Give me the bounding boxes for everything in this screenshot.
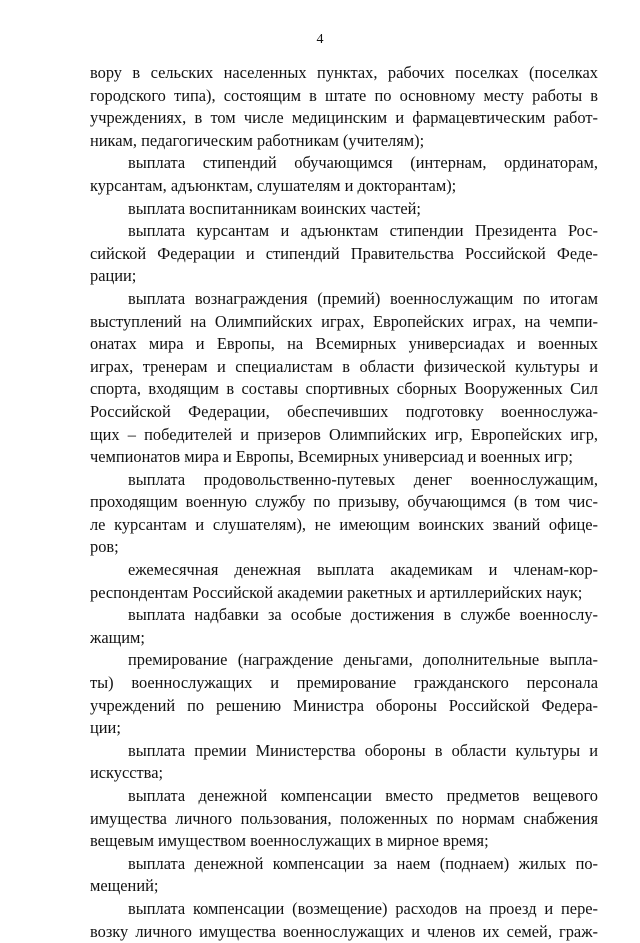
text-line: выплата вознаграждения (премий) военнослужащим по итогам	[128, 288, 598, 308]
text-line: выплата продовольственно-путевых денег военнослужащим,	[128, 469, 598, 489]
text-line: чемпионатов мира и Европы, Всемирных универсиад и военных игр;	[90, 447, 573, 467]
text-line: жащим;	[90, 627, 145, 647]
text-line: выплата надбавки за особые достижения в службе военнослу-	[128, 605, 598, 625]
text-line: выплата денежной компенсации за наем (поднаем) жилых по-	[128, 853, 598, 873]
text-line: выплата стипендий обучающимся (интернам, ординаторам,	[128, 153, 598, 173]
text-line: проходящим военную службу по призыву, обучающимся (в том чис-	[90, 492, 598, 512]
text-line: выплата курсантам и адъюнктам стипендии Президента Рос-	[128, 221, 598, 241]
text-line: искусства;	[90, 763, 164, 783]
page-number: 4	[316, 32, 324, 47]
text-line: имущества личного пользования, положенных по нормам снабжения	[90, 808, 598, 828]
text-line: учреждениях, в том числе медицинским и фармацевтическим работ-	[90, 108, 598, 128]
body-text	[90, 62, 598, 943]
text-line: сийской Федерации и стипендий Правительства Российской Феде-	[90, 243, 598, 263]
text-line: щих – победителей и призеров Олимпийских игр, Европейских игр,	[90, 424, 598, 444]
text-line: Российской Федерации, обеспечивших подготовку военнослужа-	[90, 401, 598, 421]
text-line: учреждений по решению Министра обороны Российской Федера-	[90, 695, 598, 715]
text-line: мещений;	[90, 876, 159, 896]
text-line: возку личного имущества военнослужащих и членов их семей, граж-	[90, 921, 598, 941]
text-line: выплата денежной компенсации вместо предметов вещевого	[128, 786, 598, 805]
text-line: ров;	[90, 537, 119, 557]
text-line: вору в сельских населенных пунктах, рабочих поселках (поселках	[90, 63, 598, 82]
text-line: ле курсантам и слушателям), не имеющим воинских званий офице-	[90, 514, 598, 534]
text-line: выплата воспитанникам воинских частей;	[128, 198, 421, 218]
text-line: курсантам, адъюнктам, слушателям и докторантам);	[90, 175, 457, 195]
text-line: городского типа), состоящим в штате по основному месту работы в	[90, 85, 598, 105]
text-line: ты) военнослужащих и премирование гражданского персонала	[90, 673, 598, 693]
text-line: выплата компенсации (возмещение) расходов на проезд и пере-	[128, 898, 598, 918]
text-line: спорта, входящим в составы спортивных сборных Вооруженных Сил	[90, 379, 598, 399]
text-line: рации;	[90, 266, 137, 286]
text-line: ежемесячная денежная выплата академикам и членам-кор-	[128, 560, 598, 580]
text-line: онатах мира и Европы, на Всемирных универсиадах и военных	[90, 334, 598, 354]
text-line: премирование (награждение деньгами, дополнительные выпла-	[128, 650, 598, 670]
text-line: играх, тренерам и специалистам в области физической культуры и	[90, 356, 598, 376]
text-line: никам, педагогическим работникам (учителям);	[90, 130, 425, 150]
text-line: вещевым имуществом военнослужащих в мирное время;	[90, 831, 489, 851]
text-line: выплата премии Министерства обороны в области культуры и	[128, 740, 598, 760]
text-line: респондентам Российской академии ракетных и артиллерийских наук;	[90, 582, 583, 602]
text-line: выступлений на Олимпийских играх, Европейских играх, на чемпи-	[90, 311, 598, 331]
text-line: ции;	[90, 718, 121, 738]
